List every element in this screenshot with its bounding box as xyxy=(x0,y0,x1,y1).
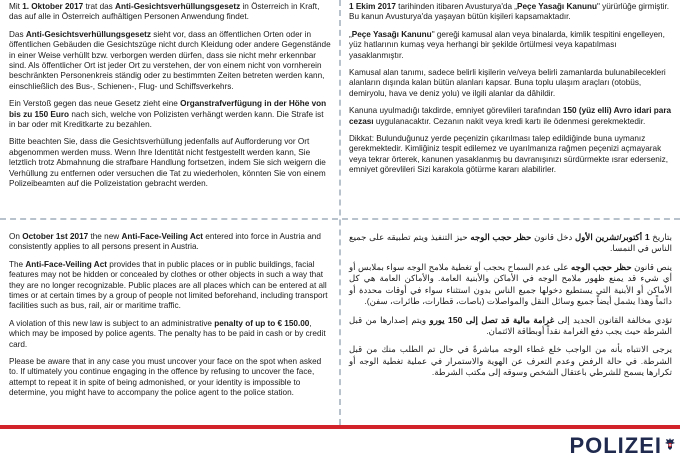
german-section xyxy=(3,2,338,209)
arabic-paragraph-3: تؤدي مخالفة القانون الجديد إلى غرامة مالية قد تصل إلى 150 يورو ويتم إصدارها من قبل الشرطة حيث يجب دفع الغرامة نقداً أوبطاقة الائتمان. xyxy=(349,314,672,336)
arabic-paragraph-2: ينص قانون حظر حجب الوجه على عدم السماح بحجب أو تغطية ملامح الوجه سواء بملابس أو أي شيء قد يمنع ظهور ملامح الوجه في الأماكن والأبنية العامة. والأماكن العامة هي كل الأماكن أو الأبنية التي يستطيع دخولها جميع الناس بدون استثناء سواء في أوقات محددة أو دائماً وهذا يشمل أيضاً جميع وسائل النقل والمواصلات (باصات، قطارات، طائرات، سفن). xyxy=(349,261,672,307)
english-paragraph-3: A violation of this new law is subject to an administrative penalty of up to € 150.00, which may be imposed by police agents. The penalty has to be paid in cash or by credit card. xyxy=(9,318,326,349)
arabic-paragraph-4: يرجى الانتباه بأنه من الواجب خلع غطاء الوجه مباشرةً في حال تم الطلب منك من قبل الشرطة. في حالة الرفض وعدم التعرف عن الهوية والاستمرار في عملية تغطية الوجه أو تكرارها يسمح للشرطي باعتقال الشخص وسوقه إلى مكتب الشرطة. xyxy=(349,344,672,378)
turkish-paragraph-3: Kamusal alan tanımı, sadece belirli kişilerin ve/veya belirli zamanlarda bulunabilecekleri alanların dışında kalan bütün alanları kapsar. Buna toplu ulaşım araçları (otobüs, demiryolu, hava ve deniz yolu) ve ilgili alanlar da dâhildir. xyxy=(349,68,666,98)
vertical-divider xyxy=(339,0,341,425)
turkish-paragraph-1: 1 Ekim 2017 tarihinden itibaren Avusturya'da „Peçe Yasağı Kanunu" yürürlüğe girmiştir. Bu kanun Avusturya'da yaşayan bütün kişileri kapsamaktadır. xyxy=(349,2,670,22)
footer-red-stripe xyxy=(0,425,680,429)
german-paragraph-4: Bitte beachten Sie, dass die Gesichtsverhüllung jedenfalls auf Aufforderung vor Ort abgenommen werden muss. Wenn Ihre Identität nicht festgestellt werden kann, Sie letztlich trotz Abmahnung die strafbare Handlung fortsetzen, indem Sie sich weigern die Verhüllung zu entfernen oder versuchen die Tat zu wiederholen, könnten Sie von einem Polizeibeamten auf die Polizeistation gebracht werden. xyxy=(9,137,326,189)
german-paragraph-1: Mit 1. Oktober 2017 trat das Anti-Gesichtsverhüllungsgesetz in Österreich in Kraft, das auf alle in Österreich aufhältigen Personen Anwendung findet. xyxy=(9,2,320,22)
turkish-section xyxy=(343,2,678,209)
english-paragraph-2: The Anti-Face-Veiling Act provides that in public places or in public buildings, facial features may not be hidden or concealed by clothes or other objects in such a way that they are no longer recognizable. Public places are all places which can be entered at all times or at certain times by a group of people not limited beforehand, including transport facilities such as bus, rail, air or maritime traffic. xyxy=(9,259,328,311)
english-section xyxy=(3,232,338,422)
arabic-paragraph-1: بتاريخ 1 أكتوبر/تشرين الأول دخل قانون حظر حجب الوجه حيز التنفيذ ويتم تطبيقه على جميع الناس في النمسا. xyxy=(349,232,672,254)
turkish-paragraph-2: „Peçe Yasağı Kanunu" gereği kamusal alan veya binalarda, kimlik tespitini engelleyen, yüz hatlarının kumaş veya herhangi bir şekilde örtülmesi veya kapatılması yasaklanmıştır. xyxy=(349,29,665,60)
english-paragraph-4: Please be aware that in any case you must uncover your face on the spot when asked to. If ultimately you continue engaging in the offence by refusing to uncover the face, attempt to repeat it in spite of being admonished, or your identity is impossible to determine, you might have to accompany the police agent to the police station. xyxy=(9,357,322,398)
turkish-paragraph-5: Dikkat: Bulunduğunuz yerde peçenizin çıkarılması talep edildiğinde buna uymanız gerekmektedir. Kimliğiniz tespit edilemez ve uyarılmanıza rağmen peçenizi açmayarak veya tekrar örterek, kanunen yasaklanmış bu davranışınızı sürdürmekte ısrar ederseniz, emniyet görevlileri Sizi karakola götürme kararı alabilirler. xyxy=(349,134,669,175)
german-paragraph-3: Ein Verstoß gegen das neue Gesetz zieht eine Organstrafverfügung in der Höhe von bis zu 150 Euro nach sich, welche von Polizisten verhängt werden kann. Die Strafe ist in bar oder mit Kreditkarte zu bezahlen. xyxy=(9,99,327,130)
austrian-eagle-icon xyxy=(664,437,676,451)
german-paragraph-2: Das Anti-Gesichtsverhüllungsgesetz sieht vor, dass an öffentlichen Orten oder in öffentlichen Gebäuden die Gesichtszüge nicht durch Kleidung oder andere Gegenstände in einer Weise verhüllt bzw. verborgen werden dürfen, dass sie nicht mehr erkennbar sind. Als öffentlicher Ort ist jeder Ort zu verstehen, der von einem nicht von vornherein beschränkten Personenkreis ständig oder zu bestimmten Zeiten betreten werden kann, einschließlich des Bus-, Schienen-, Flug- und Schiffsverkehrs. xyxy=(9,29,331,91)
arabic-section xyxy=(343,232,678,422)
polizei-logo: POLIZEI xyxy=(569,433,662,458)
turkish-paragraph-4: Kanuna uyulmadığı takdirde, emniyet görevlileri tarafından 150 (yüz elli) Avro idari para cezası uygulanacaktır. Cezanın nakit veya kredi kartı ile ödenmesi gerekmektedir. xyxy=(349,106,672,126)
english-paragraph-1: On October 1st 2017 the new Anti-Face-Veiling Act entered into force in Austria and consistently applies to all persons present in Austria. xyxy=(9,232,321,252)
